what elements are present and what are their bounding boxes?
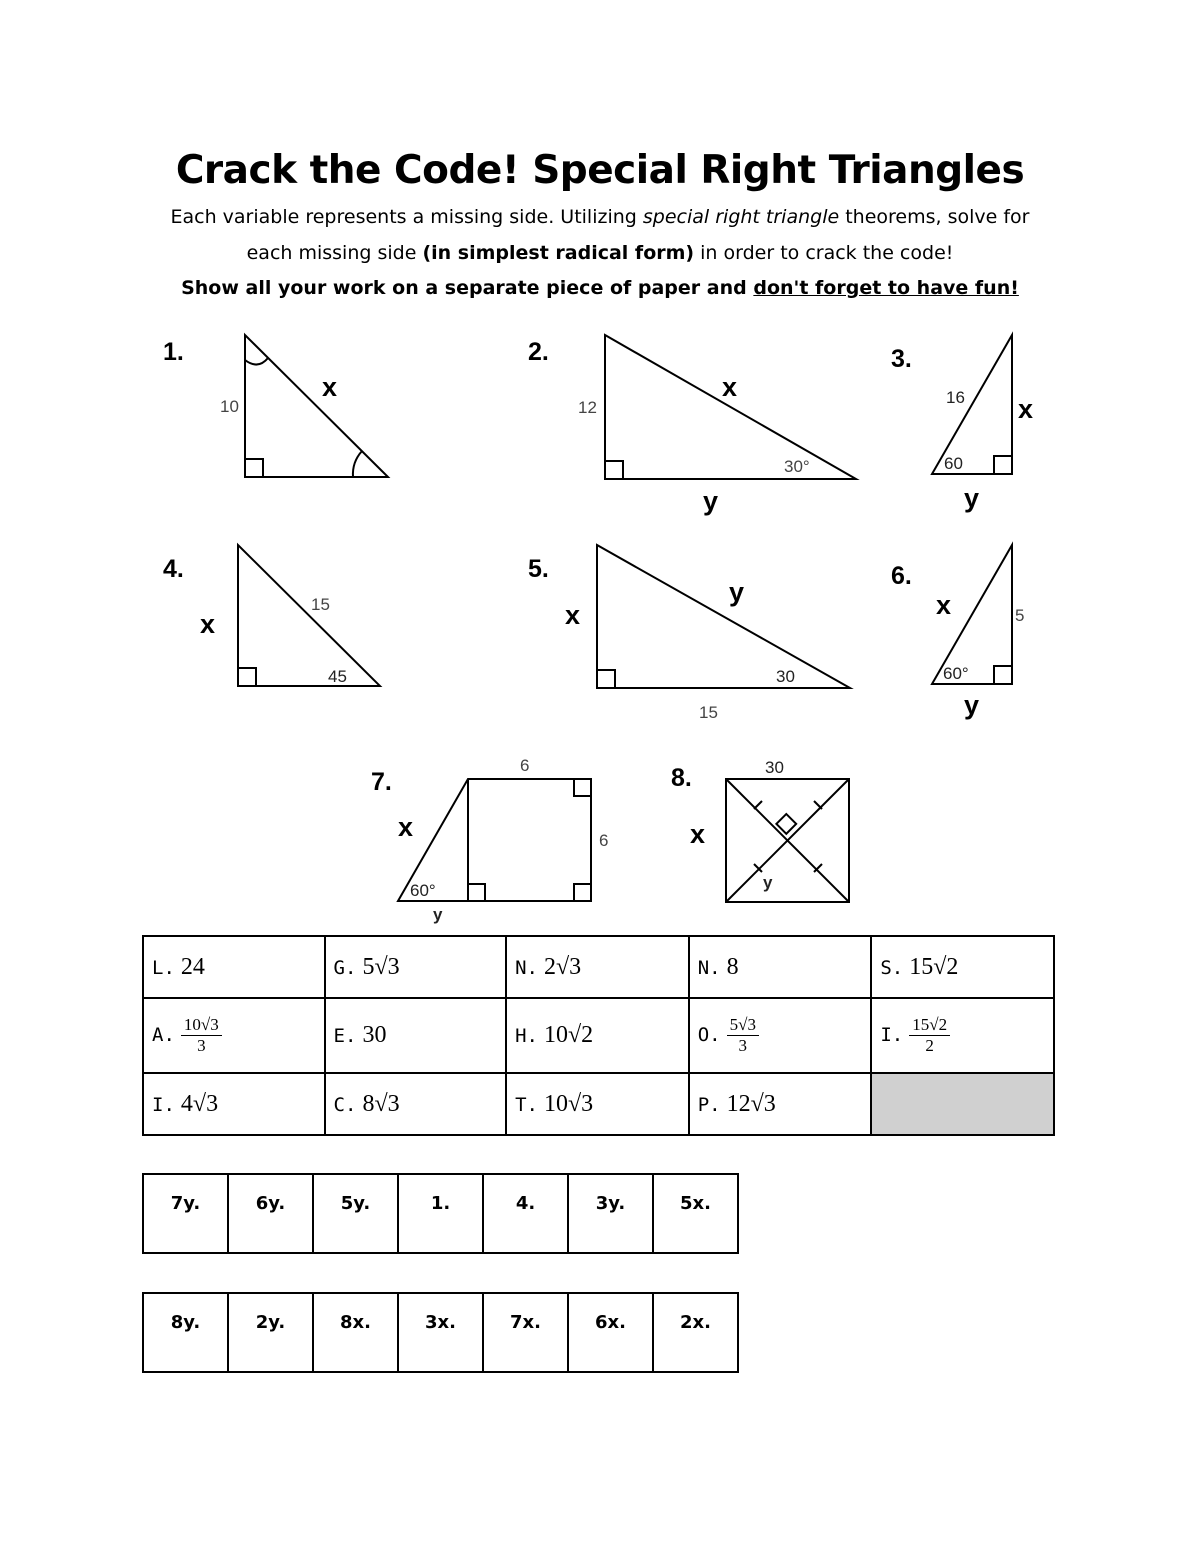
problem-number: 4. — [163, 555, 184, 583]
variable-label: y — [964, 483, 980, 513]
answer-cell: G. 5√3 — [325, 936, 507, 998]
code-cell: 1. — [398, 1174, 483, 1253]
angle-label: 45 — [328, 667, 347, 686]
angle-label: 60° — [410, 881, 436, 900]
answer-cell: E. 30 — [325, 998, 507, 1073]
tick-8b — [814, 801, 822, 809]
angle-label: 30° — [784, 457, 810, 476]
side-label: 15 — [311, 595, 330, 614]
right-angle-mark-8 — [776, 814, 796, 834]
code-cell: 5x. — [653, 1174, 738, 1253]
answer-cell: H. 10√2 — [506, 998, 689, 1073]
right-angle-mark-7a — [468, 884, 485, 901]
side-label: 5 — [1015, 606, 1025, 625]
answer-cell: O. $\frac{5√3}{3}$ — [689, 998, 872, 1073]
answer-cell: I. $\frac{15√2}{2}$ — [871, 998, 1054, 1073]
variable-label: y — [964, 690, 980, 720]
variable-label: x — [722, 372, 738, 402]
right-angle-mark-7b — [574, 884, 591, 901]
right-angle-mark-2 — [605, 461, 623, 479]
code-cell: 2y. — [228, 1293, 313, 1372]
right-angle-mark-1 — [245, 459, 263, 477]
side-label: 10 — [220, 397, 239, 416]
code-cell: 6y. — [228, 1174, 313, 1253]
code-cell: 8x. — [313, 1293, 398, 1372]
code-cell: 7y. — [143, 1174, 228, 1253]
code-cell: 8y. — [143, 1293, 228, 1372]
problem-number: 5. — [528, 555, 549, 583]
answer-cell: T. 10√3 — [506, 1073, 689, 1135]
code-table-2 — [142, 1292, 739, 1373]
angle-label: 60 — [944, 454, 963, 473]
angle-label: 30 — [776, 667, 795, 686]
code-cell: 4. — [483, 1174, 568, 1253]
code-table-1 — [142, 1173, 739, 1254]
code-cell: 2x. — [653, 1293, 738, 1372]
right-angle-mark-4 — [238, 668, 256, 686]
variable-label: x — [398, 812, 414, 842]
triangle-1 — [245, 335, 388, 477]
right-angle-mark-7c — [574, 779, 591, 796]
angle-label: 60° — [943, 664, 969, 683]
problem-number: 2. — [528, 338, 549, 366]
variable-label: y — [433, 905, 443, 924]
variable-label: x — [565, 600, 581, 630]
problem-number: 8. — [671, 764, 692, 792]
side-label: 6 — [599, 831, 609, 850]
tick-8a — [754, 801, 762, 809]
answer-cell: N. 8 — [689, 936, 872, 998]
problem-number: 7. — [371, 768, 392, 796]
page-title: Crack the Code! Special Right Triangles — [175, 148, 1025, 193]
side-label: 30 — [765, 758, 784, 777]
triangle-4 — [238, 545, 380, 686]
instructions-line-1: Each variable represents a missing side. Utilizing special right triangle theorems, solve for — [170, 206, 1030, 228]
empty-shaded-cell — [871, 1073, 1054, 1135]
variable-label: y — [763, 873, 773, 892]
triangle-5 — [597, 545, 850, 688]
right-angle-mark-5 — [597, 670, 615, 688]
answer-cell: L. 24 — [143, 936, 325, 998]
triangle-2 — [605, 335, 856, 479]
variable-label: x — [690, 819, 706, 849]
variable-label: x — [936, 590, 952, 620]
side-label: 6 — [520, 756, 530, 775]
angle-arc-1b — [353, 451, 362, 477]
instructions-line-2: each missing side (in simplest radical form) in order to crack the code! — [246, 242, 954, 264]
answer-key-table — [142, 935, 1055, 1136]
code-cell: 3y. — [568, 1174, 653, 1253]
answer-cell: C. 8√3 — [325, 1073, 507, 1135]
problem-number: 6. — [891, 562, 912, 590]
answer-cell: S. 15√2 — [871, 936, 1054, 998]
answer-cell: A. $\frac{10√3}{3}$ — [143, 998, 325, 1073]
side-label: 15 — [699, 703, 718, 722]
answer-cell: P. 12√3 — [689, 1073, 872, 1135]
code-cell: 7x. — [483, 1293, 568, 1372]
answer-cell: N. 2√3 — [506, 936, 689, 998]
instructions-line-3: Show all your work on a separate piece of paper and don't forget to have fun! — [181, 277, 1019, 299]
variable-label: y — [729, 577, 745, 607]
code-cell: 6x. — [568, 1293, 653, 1372]
side-label: 16 — [946, 388, 965, 407]
angle-arc-1a — [245, 358, 268, 365]
variable-label: y — [703, 486, 719, 516]
side-label: 12 — [578, 398, 597, 417]
problem-number: 3. — [891, 345, 912, 373]
problem-number: 1. — [163, 338, 184, 366]
variable-label: x — [200, 609, 216, 639]
variable-label: x — [322, 372, 338, 402]
right-angle-mark-6 — [994, 666, 1012, 684]
answer-cell: I. 4√3 — [143, 1073, 325, 1135]
right-angle-mark-3 — [994, 456, 1012, 474]
code-cell: 5y. — [313, 1174, 398, 1253]
code-cell: 3x. — [398, 1293, 483, 1372]
variable-label: x — [1018, 394, 1034, 424]
